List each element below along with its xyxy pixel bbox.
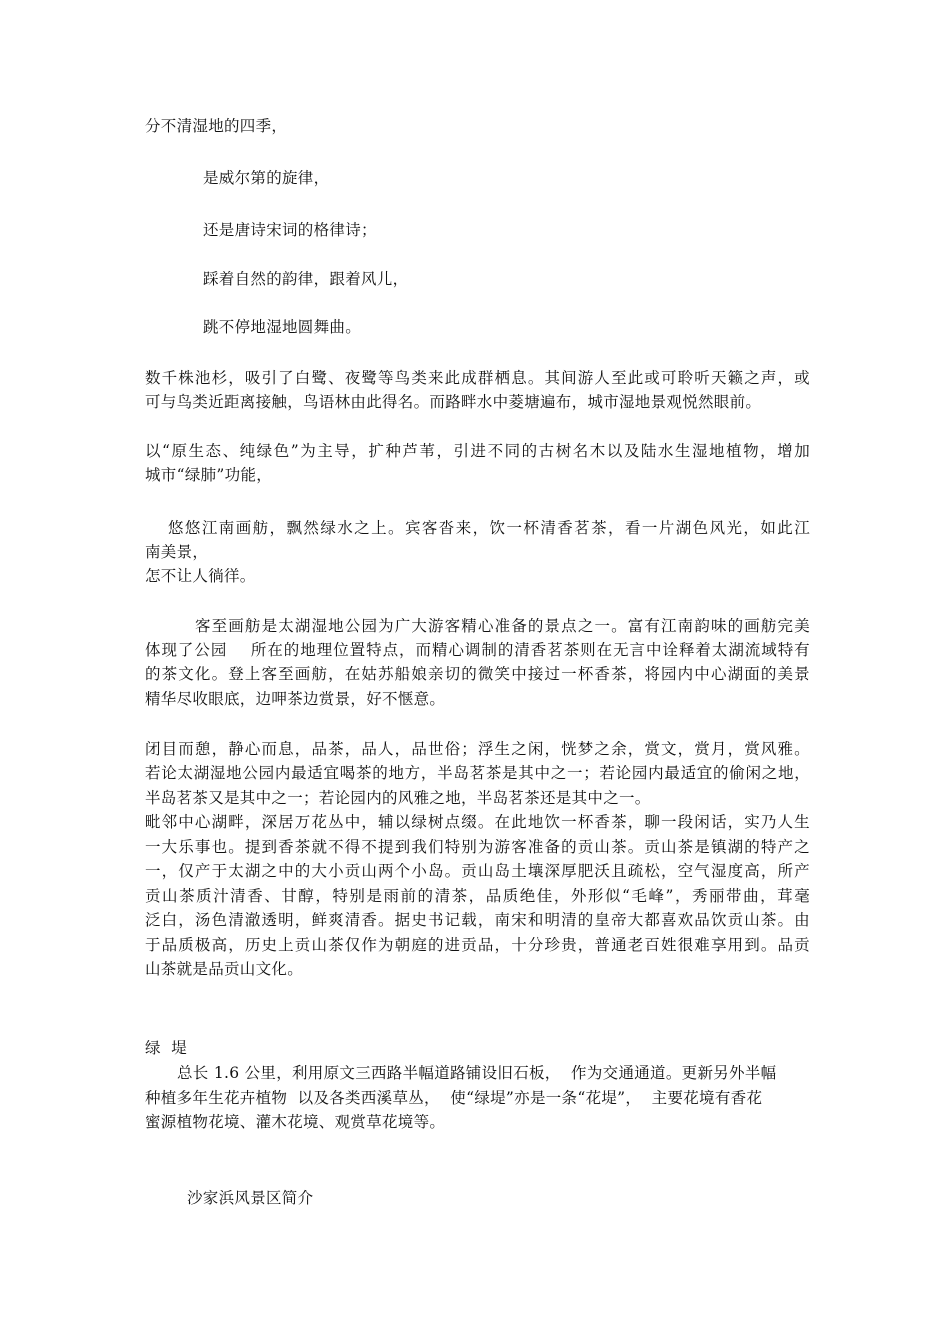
poem-line: 跳不停地湿地圆舞曲。 — [203, 318, 362, 336]
paragraph-line: 泛白，汤色清澈透明，鲜爽清香。据史书记载，南宋和明清的皇帝大都喜欢品饮贡山茶。由 — [145, 911, 810, 929]
section-heading: 绿 堤 — [145, 1039, 188, 1057]
paragraph-line: 悠悠江南画舫，飘然绿水之上。宾客沓来，饮一杯清香茗茶，看一片湖色风光，如此江 — [168, 519, 810, 537]
paragraph-line: 南美景， — [145, 543, 209, 561]
paragraph-line: 于品质极高，历史上贡山茶仅作为朝庭的进贡品，十分珍贵，普通老百姓很难享用到。品贡 — [145, 936, 810, 954]
paragraph-line: 客至画舫是太湖湿地公园为广大游客精心准备的景点之一。富有江南韵味的画舫完美 — [195, 617, 810, 635]
paragraph-line: 总长 1.6 公里，利用原文三西路半幅道路铺设旧石板， 作为交通通道。更新另外半幅 — [177, 1064, 777, 1082]
paragraph-line: 一大乐事也。提到香茶就不得不提到我们特别为游客准备的贡山茶。贡山茶是镇湖的特产之 — [145, 838, 810, 856]
paragraph-line: 数千株池杉，吸引了白鹭、夜鹭等鸟类来此成群栖息。其间游人至此或可聆听天籁之声，或 — [145, 369, 810, 387]
paragraph-line: 半岛茗茶又是其中之一；若论园内的风雅之地，半岛茗茶还是其中之一。 — [145, 789, 651, 807]
paragraph-line: 若论太湖湿地公园内最适宜喝茶的地方，半岛茗茶是其中之一；若论园内最适宜的偷闲之地， — [145, 764, 810, 782]
paragraph-line: 城市“绿肺”功能， — [145, 466, 273, 484]
paragraph-line: 的茶文化。登上客至画舫，在姑苏船娘亲切的微笑中接过一杯香茶，将园内中心湖面的美景 — [145, 665, 810, 683]
section-heading: 沙家浜风景区简介 — [187, 1189, 314, 1207]
paragraph-line: 怎不让人徜徉。 — [145, 567, 256, 585]
paragraph-line: 精华尽收眼底，边呷茶边赏景，好不惬意。 — [145, 690, 446, 708]
paragraph-line: 闭目而憩，静心而息，品茶，品人，品世俗；浮生之闲，恍梦之余，赏文，赏月，赏风雅。 — [145, 740, 810, 758]
paragraph-line: 贡山茶质汁清香、甘醇，特别是雨前的清茶，品质绝佳，外形似“毛峰”，秀丽带曲，茸毫 — [145, 887, 810, 905]
poem-line: 是威尔第的旋律， — [203, 169, 330, 187]
paragraph-line: 体现了公园 所在的地理位置特点，而精心调制的清香茗茶则在无言中诠释着太湖流域特有 — [145, 641, 810, 659]
paragraph-line: 一，仅产于太湖之中的大小贡山两个小岛。贡山岛土壤深厚肥沃且疏松，空气湿度高，所产 — [145, 862, 810, 880]
poem-line: 踩着自然的韵律，跟着风儿， — [203, 270, 409, 288]
paragraph-line: 毗邻中心湖畔，深居万花丛中，辅以绿树点缀。在此地饮一杯香茶，聊一段闲话，实乃人生 — [145, 813, 810, 831]
paragraph-line: 以“原生态、纯绿色”为主导，扩种芦苇，引进不同的古树名木以及陆水生湿地植物，增加 — [145, 442, 810, 460]
paragraph-line: 蜜源植物花境、灌木花境、观赏草花境等。 — [145, 1113, 446, 1131]
paragraph-line: 种植多年生花卉植物 以及各类西溪草丛， 使“绿堤”亦是一条“花堤”， 主要花境有香花 — [145, 1089, 763, 1107]
paragraph-line: 山茶就是品贡山文化。 — [145, 960, 304, 978]
paragraph-line: 可与鸟类近距离接触，鸟语林由此得名。而路畔水中菱塘遍布，城市湿地景观悦然眼前。 — [145, 393, 762, 411]
poem-line: 分不清湿地的四季， — [145, 117, 288, 135]
poem-line: 还是唐诗宋词的格律诗； — [203, 221, 377, 239]
